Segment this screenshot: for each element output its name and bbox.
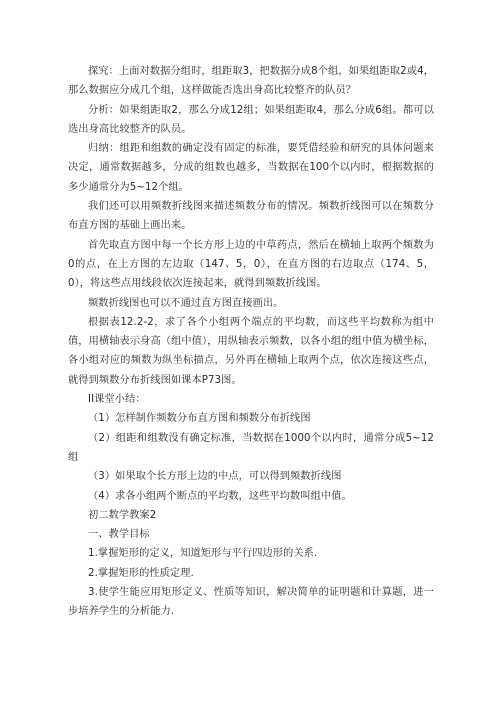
- objective-item-2: 2.掌握矩形的性质定理.: [88, 567, 194, 579]
- paragraph-summary-rule: 归纳：组距和组数的确定没有固定的标准，要凭借经验和研究的具体问题来决定，通常数据越多，分成的组数也越多，当数据在100个以内时，根据数据的多少通常分为5~12个组。: [68, 143, 434, 193]
- objective-item-1: 1.掌握矩形的定义，知道矩形与平行四边形的关系.: [88, 548, 318, 560]
- paragraph-polygon-steps: 首先取直方图中每一个长方形上边的中草药点，然后在横轴上取两个频数为0的点，在上方图的左边取（147、5，0），在直方图的右边取点（174、5，0），将这些点用线段依次连接起来，就得到频数折线图。: [68, 239, 434, 290]
- summary-item-4: （4）求各小组两个断点的平均数，这些平均数叫组中值。: [88, 490, 352, 502]
- paragraph-explore: 探究：上面对数据分组时，组距取3，把数据分成8个组，如果组距取2或4，那么数据应分成几个组，这样做能否选出身高比较整齐的队员？: [68, 66, 434, 97]
- summary-item-2: （2）组距和组数没有确定标准，当数据在1000个以内时，通常分成5~12组: [68, 432, 434, 463]
- section-heading-objectives: 一、教学目标: [88, 529, 150, 541]
- paragraph-analysis: 分析：如果组距取2，那么分成12组；如果组距取4，那么分成6组。都可以选出身高比较整齐的队员。: [68, 104, 434, 135]
- objective-item-3: 3.使学生能应用矩形定义、性质等知识，解决简单的证明题和计算题，进一步培养学生的分析能力.: [68, 587, 434, 618]
- section-heading-class-summary: II课堂小结：: [88, 394, 146, 406]
- paragraph-class-midpoint: 根据表12.2-2，求了各个小组两个端点的平均数，而这些平均数称为组中值，用横轴表示身高（组中值），用纵轴表示频数，以各小组的组中值为横坐标，各小组对应的频数为纵坐标描点，另外再在横轴上取两个点，依次连接这些点，就得到频数分布折线图如课本P73图。: [68, 316, 434, 386]
- paragraph-polygon-direct: 频数折线图也可以不通过直方图直接画出。: [88, 297, 284, 309]
- document-page: [68, 62, 434, 622]
- summary-item-3: （3）如果取个长方形上边的中点，可以得到频数折线图: [88, 471, 342, 483]
- lesson-plan-title: 初二数学教案2: [88, 509, 157, 521]
- summary-item-1: （1）怎样制作频数分布直方图和频数分布折线图: [88, 413, 311, 425]
- paragraph-frequency-polygon-intro: 我们还可以用频数折线图来描述频数分布的情况。频数折线图可以在频数分布直方图的基础上画出来。: [68, 201, 434, 232]
